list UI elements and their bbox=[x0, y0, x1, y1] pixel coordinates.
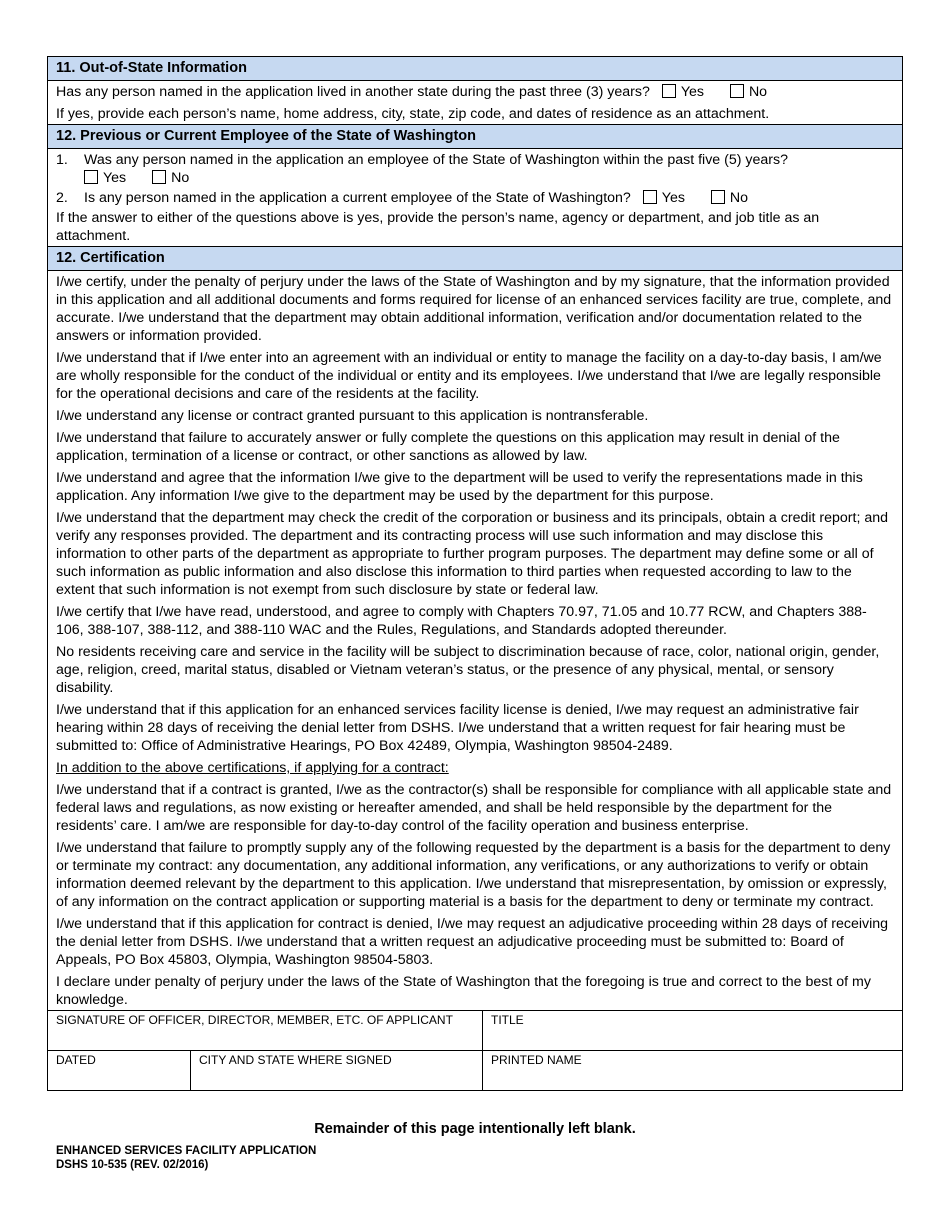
employee-current-yes-checkbox[interactable] bbox=[643, 190, 657, 204]
city-state-field[interactable] bbox=[190, 1051, 482, 1090]
section-12-employee-body bbox=[48, 149, 902, 247]
employee-past-yes-label: Yes bbox=[103, 170, 127, 186]
declaration-paragraph: I declare under penalty of perjury under the laws of the State of Washington that the foregoing is true and correct to the best of my knowledge. bbox=[56, 974, 871, 1008]
cert-paragraph: I/we understand that if I/we enter into an agreement with an individual or entity to manage the facility on a day-to-day basis, I am/we are wholly responsible for the conduct of the individual or entity and its employees. I/we understand that I/we are legally responsible for the operational decisions and care of the residents at the facility. bbox=[56, 350, 882, 402]
out-of-state-no-label: No bbox=[748, 84, 768, 100]
footer-form-title: ENHANCED SERVICES FACILITY APPLICATION bbox=[56, 1145, 317, 1157]
section-11-header: 11. Out-of-State Information bbox=[48, 57, 902, 81]
out-of-state-question: Has any person named in the application lived in another state during the past three (3) years? bbox=[56, 84, 650, 100]
cert-paragraph: No residents receiving care and service in the facility will be subject to discrimination because of race, color, national origin, gender, age, religion, creed, marital status, disabled or Vietnam veteran’s status, or the presence of any physical, mental, or sensory disability. bbox=[56, 644, 880, 696]
out-of-state-yes-checkbox[interactable] bbox=[662, 84, 676, 98]
out-of-state-note: If yes, provide each person’s name, home address, city, state, zip code, and dates of residence as an attachment. bbox=[56, 106, 770, 122]
signature-field[interactable] bbox=[48, 1011, 482, 1050]
application-form bbox=[47, 56, 903, 1091]
dated-label: DATED bbox=[56, 1053, 96, 1067]
section-11-body bbox=[48, 81, 902, 125]
printed-name-label: PRINTED NAME bbox=[491, 1053, 582, 1067]
cert-paragraph: I/we understand any license or contract granted pursuant to this application is nontransferable. bbox=[56, 408, 649, 424]
cert-paragraph: I/we understand and agree that the information I/we give to the department will be used to verify the representations made in this application. Any information I/we give to the department may be used by the department for this purpose. bbox=[56, 470, 863, 504]
employee-question-1 bbox=[56, 151, 894, 187]
section-12-employee-header: 12. Previous or Current Employee of the State of Washington bbox=[48, 125, 902, 149]
certification-header: 12. Certification bbox=[48, 247, 902, 271]
certification-body bbox=[48, 271, 902, 1011]
cert-paragraph: I/we certify that I/we have read, understood, and agree to comply with Chapters 70.97, 71.05 and 10.77 RCW, and Chapters 388-106, 388-107, 388-112, and 388-110 WAC and the Rules, Regulations, and Standards adopted thereunder. bbox=[56, 604, 867, 638]
title-label: TITLE bbox=[491, 1013, 524, 1027]
employee-note: If the answer to either of the questions above is yes, provide the person’s name, agency or department, and job title as an attachment. bbox=[56, 210, 820, 244]
out-of-state-yes-label: Yes bbox=[680, 84, 704, 100]
signature-row-2 bbox=[48, 1051, 902, 1090]
question-2-text: Is any person named in the application a current employee of the State of Washington? bbox=[84, 190, 631, 206]
question-1-text: Was any person named in the application an employee of the State of Washington within the past five (5) years? bbox=[84, 152, 788, 168]
employee-past-no-checkbox[interactable] bbox=[152, 170, 166, 184]
cert-paragraph: I/we understand that failure to accurately answer or fully complete the questions on this application may result in denial of the application, termination of a license or contract, or other sanctions as allowed by law. bbox=[56, 430, 840, 464]
blank-page-note: Remainder of this page intentionally left blank. bbox=[314, 1121, 636, 1137]
question-2-number: 2. bbox=[56, 190, 68, 206]
city-state-label: CITY AND STATE WHERE SIGNED bbox=[199, 1053, 392, 1067]
employee-past-no-label: No bbox=[171, 170, 190, 186]
employee-current-no-label: No bbox=[729, 190, 749, 206]
employee-question-2 bbox=[56, 189, 894, 207]
signature-label: SIGNATURE OF OFFICER, DIRECTOR, MEMBER, ETC. OF APPLICANT bbox=[56, 1013, 453, 1027]
form-footer bbox=[56, 1144, 316, 1172]
contract-paragraph: I/we understand that failure to promptly supply any of the following requested by the department is a basis for the department to deny or terminate my contract: any documentation, any additional information, any verifications, or any authorizations to verify or obtain information deemed relevant by the department to this application. I/we understand that misrepresentation, by omission or expressly, of any information on the contract application or supporting material is a basis for the department to deny or terminate my contract. bbox=[56, 840, 891, 910]
footer-form-number: DSHS 10-535 (REV. 02/2016) bbox=[56, 1159, 209, 1171]
signature-row-1 bbox=[48, 1011, 902, 1051]
cert-paragraph: I/we understand that the department may check the credit of the corporation or business and its principals, obtain a credit report; and verify any responses provided. The department and its contracting process will use such information and may disclose this information to other parts of the department as appropriate to further program purposes. The department may define some or all of such information as public information and also disclose this information to third parties when requested according to law to the extent that such information is not exempt from such disclosure by state or federal law. bbox=[56, 510, 889, 598]
question-1-number: 1. bbox=[56, 152, 68, 168]
contract-paragraph: I/we understand that if a contract is granted, I/we as the contractor(s) shall be responsible for compliance with all applicable state and federal laws and regulations, as now existing or hereafter amended, and shall be held responsible by the department for the residents’ care. I am/we are responsible for day-to-day control of the facility operation and business enterprise. bbox=[56, 782, 892, 834]
out-of-state-question-row bbox=[56, 83, 894, 101]
employee-current-no-checkbox[interactable] bbox=[711, 190, 725, 204]
cert-paragraph: I/we certify, under the penalty of perjury under the laws of the State of Washington and by my signature, that the information provided in this application and all additional documents and forms required for license of an enhanced services facility are true, complete, and accurate. I/we understand that the department may obtain additional information, verification and/or documentation related to the answers or information provided. bbox=[56, 274, 892, 344]
employee-past-yes-checkbox[interactable] bbox=[84, 170, 98, 184]
out-of-state-no-checkbox[interactable] bbox=[730, 84, 744, 98]
contract-heading: In addition to the above certifications, if applying for a contract: bbox=[56, 760, 449, 776]
cert-paragraph: I/we understand that if this application for an enhanced services facility license is denied, I/we may request an administrative fair hearing within 28 days of receiving the denial letter from DSHS. I/we understand that a written request for fair hearing must be submitted to: Office of Administrative Hearings, PO Box 42489, Olympia, Washington 98504-2489. bbox=[56, 702, 859, 754]
printed-name-field[interactable] bbox=[482, 1051, 902, 1090]
dated-field[interactable] bbox=[48, 1051, 190, 1090]
title-field[interactable] bbox=[482, 1011, 902, 1050]
employee-current-yes-label: Yes bbox=[661, 190, 685, 206]
contract-paragraph: I/we understand that if this application for contract is denied, I/we may request an adjudicative proceeding within 28 days of receiving the denial letter from DSHS. I/we understand that a written request an adjudicative proceeding must be submitted to: Board of Appeals, PO Box 45803, Olympia, Washington 98504-5803. bbox=[56, 916, 889, 968]
